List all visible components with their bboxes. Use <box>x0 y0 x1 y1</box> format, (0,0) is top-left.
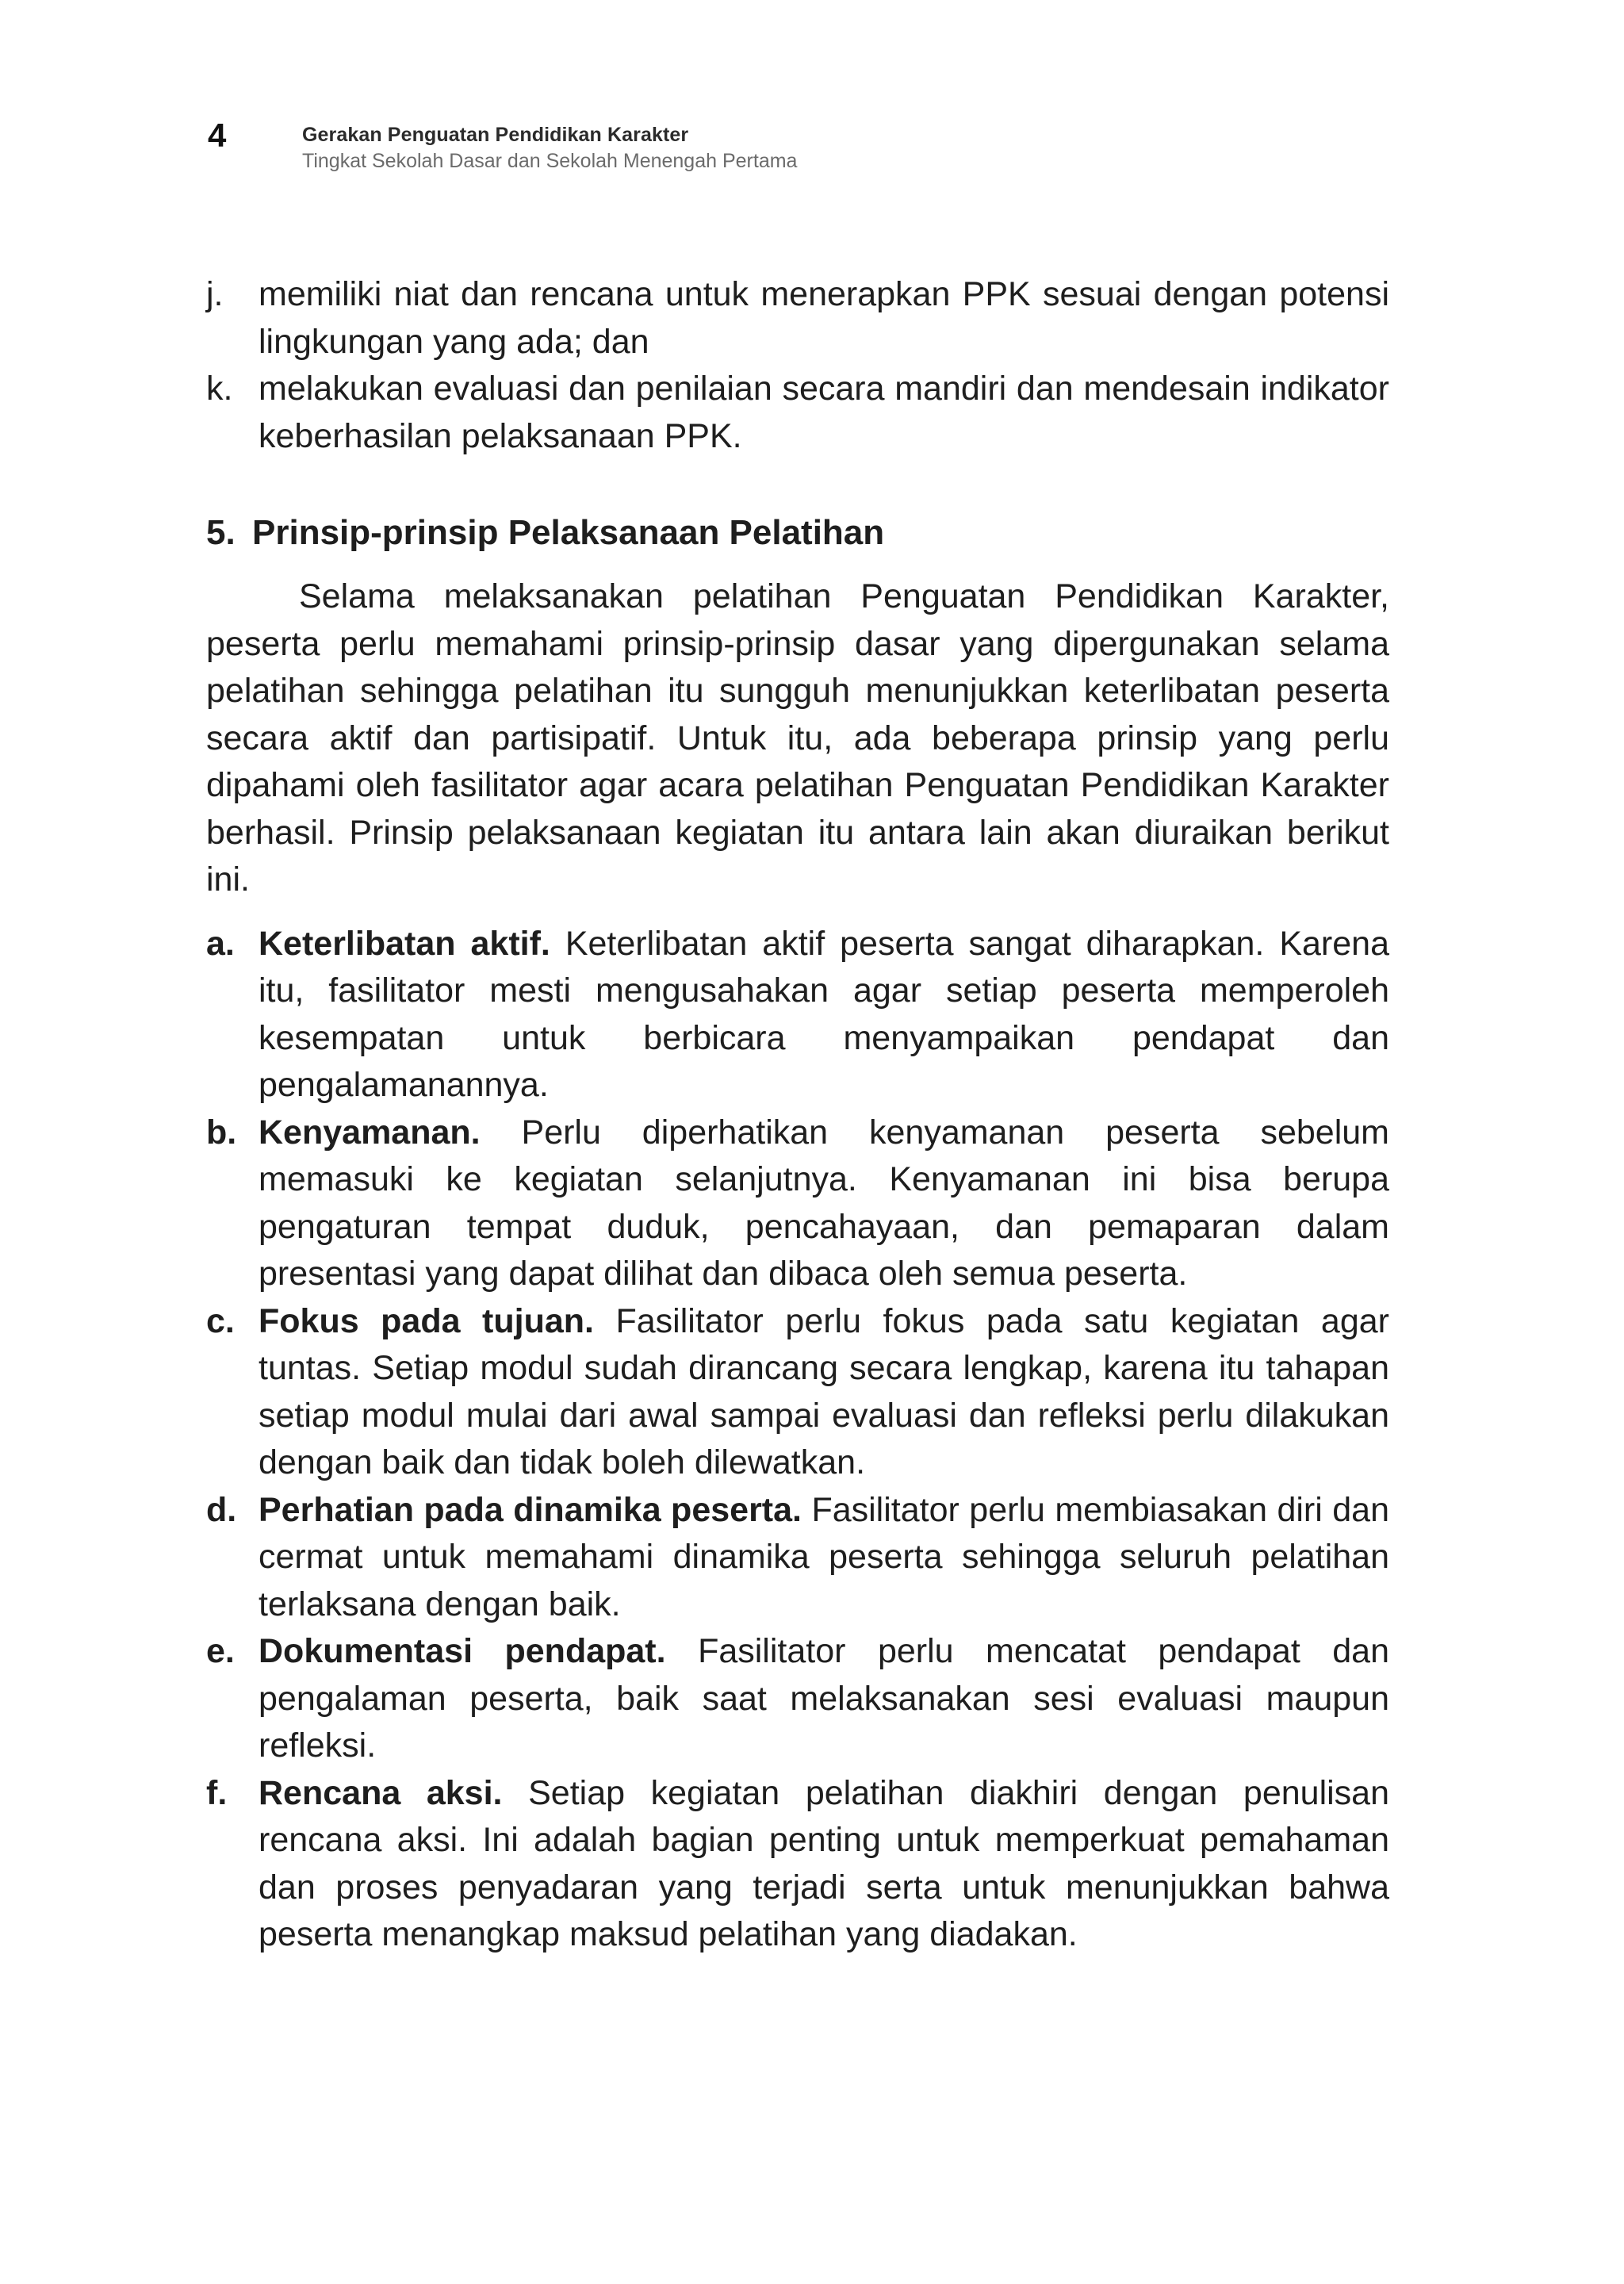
principle-description: Setiap kegiatan pelatihan diakhiri dengan penulisan rencana aksi. Ini adalah bagian penting untuk memperkuat pemahaman dan proses penyadaran yang terjadi serta untuk menunjukkan bahwa peserta menangkap maksud pelatihan yang diadakan. <box>259 1773 1389 1953</box>
principles-list <box>206 921 1389 1959</box>
list-marker: d. <box>206 1490 237 1529</box>
principle-title: Dokumentasi pendapat. <box>259 1632 666 1670</box>
list-marker: f. <box>206 1773 228 1812</box>
principle-description: Keterlibatan aktif peserta sangat diharapkan. Karena itu, fasilitator mesti mengusahakan agar setiap peserta memperoleh kesempatan untuk berbicara menyampaikan pendapat dan pengalamanannya. <box>259 924 1389 1104</box>
page-number: 4 <box>208 117 227 154</box>
principle-description: Fasilitator perlu membiasakan diri dan cermat untuk memahami dinamika peserta sehingga seluruh pelatihan terlaksana dengan baik. <box>259 1490 1389 1623</box>
running-header <box>302 122 797 174</box>
list-item-text: memiliki niat dan rencana untuk menerapkan PPK sesuai dengan potensi lingkungan yang ada; dan <box>259 275 1389 361</box>
list-item-text <box>259 1109 1389 1298</box>
list-item <box>206 1298 1389 1487</box>
list-item <box>206 921 1389 1109</box>
section-title: Prinsip-prinsip Pelaksanaan Pelatihan <box>252 513 885 552</box>
list-marker: j. <box>206 275 224 313</box>
list-item <box>206 1109 1389 1298</box>
page-body <box>206 271 1389 1959</box>
list-marker: a. <box>206 924 235 963</box>
list-item-text: melakukan evaluasi dan penilaian secara mandiri dan mendesain indikator keberhasilan pelaksanaan PPK. <box>259 370 1389 455</box>
principle-title: Perhatian pada dinamika peserta. <box>259 1490 802 1529</box>
list-item <box>206 366 1389 460</box>
running-header-subtitle: Tingkat Sekolah Dasar dan Sekolah Menengah Pertama <box>302 150 798 172</box>
list-item <box>206 1770 1389 1959</box>
principle-description: Fasilitator perlu fokus pada satu kegiatan agar tuntas. Setiap modul sudah dirancang secara lengkap, karena itu tahapan setiap modul mulai dari awal sampai evaluasi dan refleksi perlu dilakukan dengan baik dan tidak boleh dilewatkan. <box>259 1301 1389 1481</box>
principle-title: Rencana aksi. <box>259 1773 503 1812</box>
list-item <box>206 271 1389 366</box>
list-marker: e. <box>206 1632 235 1670</box>
section-heading <box>206 509 1389 557</box>
list-item <box>206 1628 1389 1770</box>
principle-description: Perlu diperhatikan kenyamanan peserta sebelum memasuki ke kegiatan selanjutnya. Kenyamanan ini bisa berupa pengaturan tempat duduk, pencahayaan, dan pemaparan dalam presentasi yang dapat dilihat dan dibaca oleh semua peserta. <box>259 1113 1389 1293</box>
list-item <box>206 1487 1389 1629</box>
continued-list <box>206 271 1389 460</box>
section-paragraph: Selama melaksanakan pelatihan Penguatan Pendidikan Karakter, peserta perlu memahami prinsip-prinsip dasar yang dipergunakan selama pelatihan sehingga pelatihan itu sungguh menunjukkan keterlibatan peserta secara aktif dan partisipatif. Untuk itu, ada beberapa prinsip yang perlu dipahami oleh fasilitator agar acara pelatihan Penguatan Pendidikan Karakter berhasil. Prinsip pelaksanaan kegiatan itu antara lain akan diuraikan berikut ini. <box>206 577 1389 899</box>
list-item-text <box>259 921 1389 1109</box>
list-marker: c. <box>206 1301 235 1340</box>
list-item-text <box>259 1487 1389 1629</box>
running-header-title: Gerakan Penguatan Pendidikan Karakter <box>302 124 689 146</box>
list-marker: b. <box>206 1113 237 1152</box>
list-item-text <box>259 1298 1389 1487</box>
list-marker: k. <box>206 370 233 408</box>
principle-description: Fasilitator perlu mencatat pendapat dan pengalaman peserta, baik saat melaksanakan sesi evaluasi maupun refleksi. <box>259 1632 1389 1765</box>
section-number: 5. <box>206 513 236 552</box>
principle-title: Kenyamanan. <box>259 1113 481 1152</box>
list-item-text <box>259 1628 1389 1770</box>
principle-title: Fokus pada tujuan. <box>259 1301 594 1340</box>
principle-title: Keterlibatan aktif. <box>259 924 550 963</box>
list-item-text <box>259 1770 1389 1959</box>
